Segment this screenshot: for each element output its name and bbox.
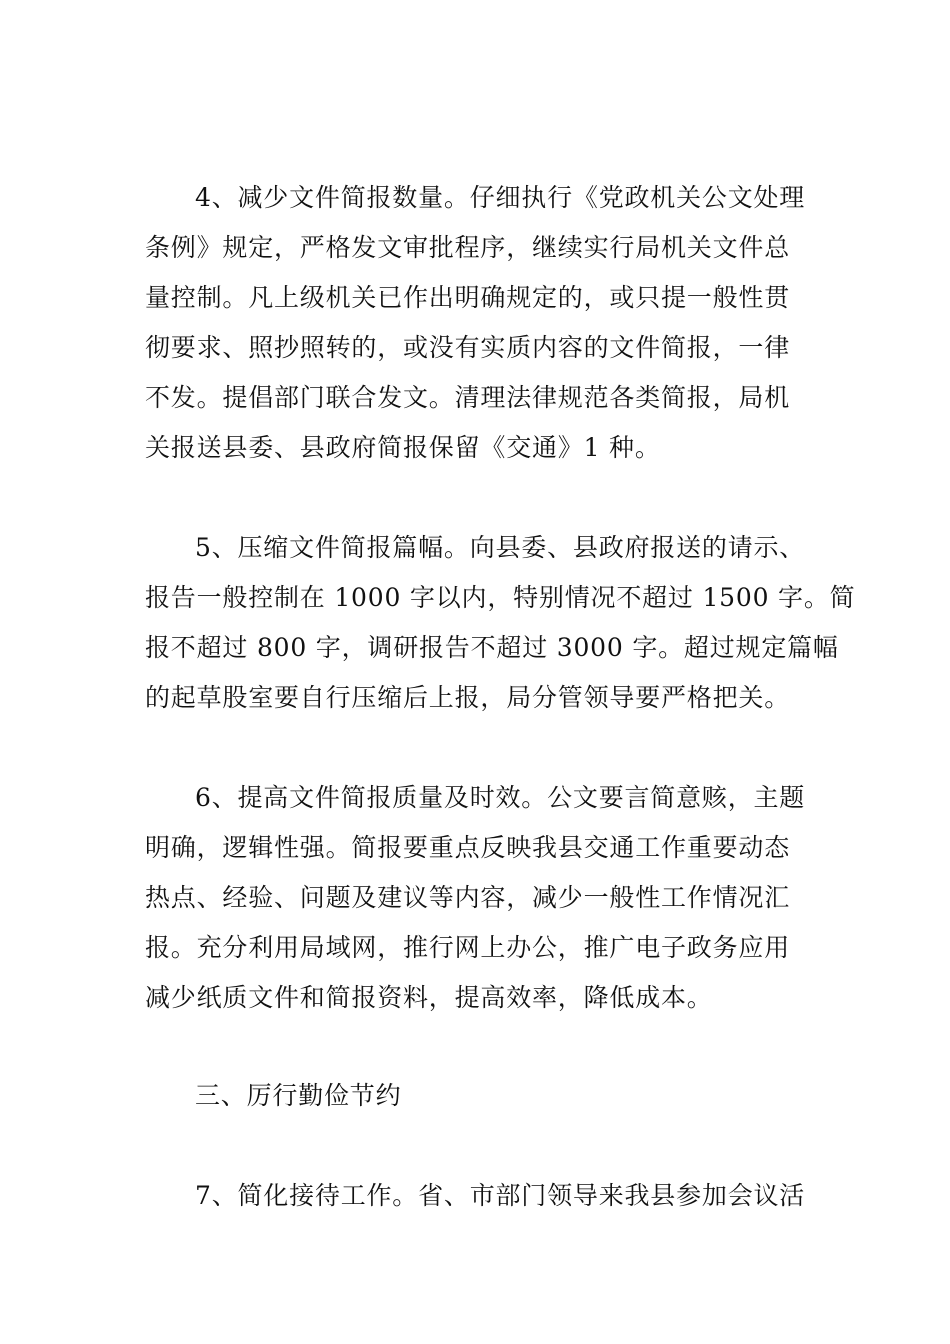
paragraph-line: 减少纸质文件和简报资料，提高效率，降低成本。	[145, 983, 713, 1012]
paragraph-line: 5、压缩文件简报篇幅。向县委、县政府报送的请示、	[195, 533, 806, 562]
paragraph-item-5	[145, 523, 856, 723]
paragraph-line: 报。充分利用局域网，推行网上办公，推广电子政务应用	[145, 933, 791, 962]
paragraph-line: 条例》规定，严格发文审批程序，继续实行局机关文件总	[145, 233, 791, 262]
section-heading: 三、厉行勤俭节约	[195, 1081, 402, 1110]
paragraph-item-7	[145, 1171, 815, 1221]
paragraph-item-6	[145, 773, 815, 1023]
paragraph-line: 的起草股室要自行压缩后上报，局分管领导要严格把关。	[145, 683, 791, 712]
paragraph-line: 不发。提倡部门联合发文。清理法律规范各类简报，局机	[145, 383, 791, 412]
paragraph-line: 明确，逻辑性强。简报要重点反映我县交通工作重要动态	[145, 833, 791, 862]
paragraph-line: 量控制。凡上级机关已作出明确规定的，或只提一般性贯	[145, 283, 791, 312]
paragraph-line: 7、简化接待工作。省、市部门领导来我县参加会议活	[195, 1181, 806, 1210]
paragraph-line: 热点、经验、问题及建议等内容，减少一般性工作情况汇	[145, 883, 791, 912]
paragraph-line: 彻要求、照抄照转的，或没有实质内容的文件简报，一律	[145, 333, 791, 362]
paragraph-line: 4、减少文件简报数量。仔细执行《党政机关公文处理	[195, 183, 806, 212]
paragraph-line: 关报送县委、县政府简报保留《交通》1 种。	[145, 433, 661, 462]
paragraph-line: 报告一般控制在 1000 字以内，特别情况不超过 1500 字。简	[145, 583, 856, 612]
paragraph-line: 报不超过 800 字，调研报告不超过 3000 字。超过规定篇幅	[145, 633, 839, 662]
paragraph-line: 6、提高文件简报质量及时效。公文要言简意赅，主题	[195, 783, 806, 812]
paragraph-item-4	[145, 173, 815, 473]
